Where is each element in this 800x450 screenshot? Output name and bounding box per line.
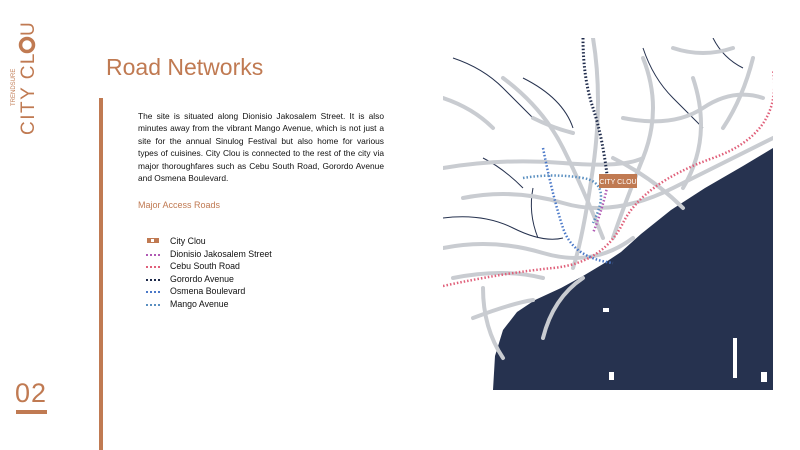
city-clou-map-marker bbox=[599, 174, 637, 188]
legend-label: Gorordo Avenue bbox=[170, 273, 234, 284]
legend-item-osmena-boulevard bbox=[146, 285, 272, 298]
city-clou-logo bbox=[8, 14, 48, 136]
legend-item-site bbox=[146, 235, 272, 248]
svg-text:CITY CL: CITY CL bbox=[18, 51, 39, 135]
map-marker-label: CITY CLOU bbox=[599, 179, 637, 186]
map-legend bbox=[146, 235, 272, 310]
dotted-line-icon bbox=[146, 250, 160, 258]
svg-text:TRENDSURE: TRENDSURE bbox=[11, 68, 17, 106]
coast-speck bbox=[733, 338, 737, 378]
accent-divider bbox=[99, 98, 103, 450]
site-marker-icon bbox=[146, 237, 160, 245]
page-number: 02 bbox=[15, 378, 48, 408]
dotted-line-icon bbox=[146, 262, 160, 270]
legend-label: Mango Avenue bbox=[170, 298, 229, 309]
dotted-line-icon bbox=[146, 275, 160, 283]
page-number-underline bbox=[16, 410, 47, 414]
legend-label: City Clou bbox=[170, 236, 206, 247]
section-subheading: Major Access Roads bbox=[138, 200, 221, 210]
legend-item-dionisio-jakosalem bbox=[146, 248, 272, 261]
svg-text:U: U bbox=[18, 22, 39, 36]
legend-item-cebu-south-road bbox=[146, 260, 272, 273]
legend-item-gorordo-avenue bbox=[146, 273, 272, 286]
dotted-line-icon bbox=[146, 287, 160, 295]
coast-speck bbox=[609, 372, 614, 380]
road-network-map bbox=[443, 38, 773, 390]
coast-speck bbox=[761, 372, 767, 382]
description-paragraph: The site is situated along Dionisio Jakosalem Street. It is also minutes away from the vibrant Mango Avenue, which is not just a site for the annual Sinulog Festival but also home for various types of cuisines. City Clou is connected to the rest of the city via major thoroughfares such as Cebu South Road, Gorordo Avenue and Osmena Boulevard. bbox=[138, 111, 384, 184]
legend-label: Dionisio Jakosalem Street bbox=[170, 248, 272, 259]
legend-label: Osmena Boulevard bbox=[170, 286, 246, 297]
dotted-line-icon bbox=[146, 300, 160, 308]
legend-item-mango-avenue bbox=[146, 298, 272, 311]
coast-speck bbox=[603, 308, 609, 312]
legend-label: Cebu South Road bbox=[170, 261, 240, 272]
page-title: Road Networks bbox=[106, 54, 264, 80]
